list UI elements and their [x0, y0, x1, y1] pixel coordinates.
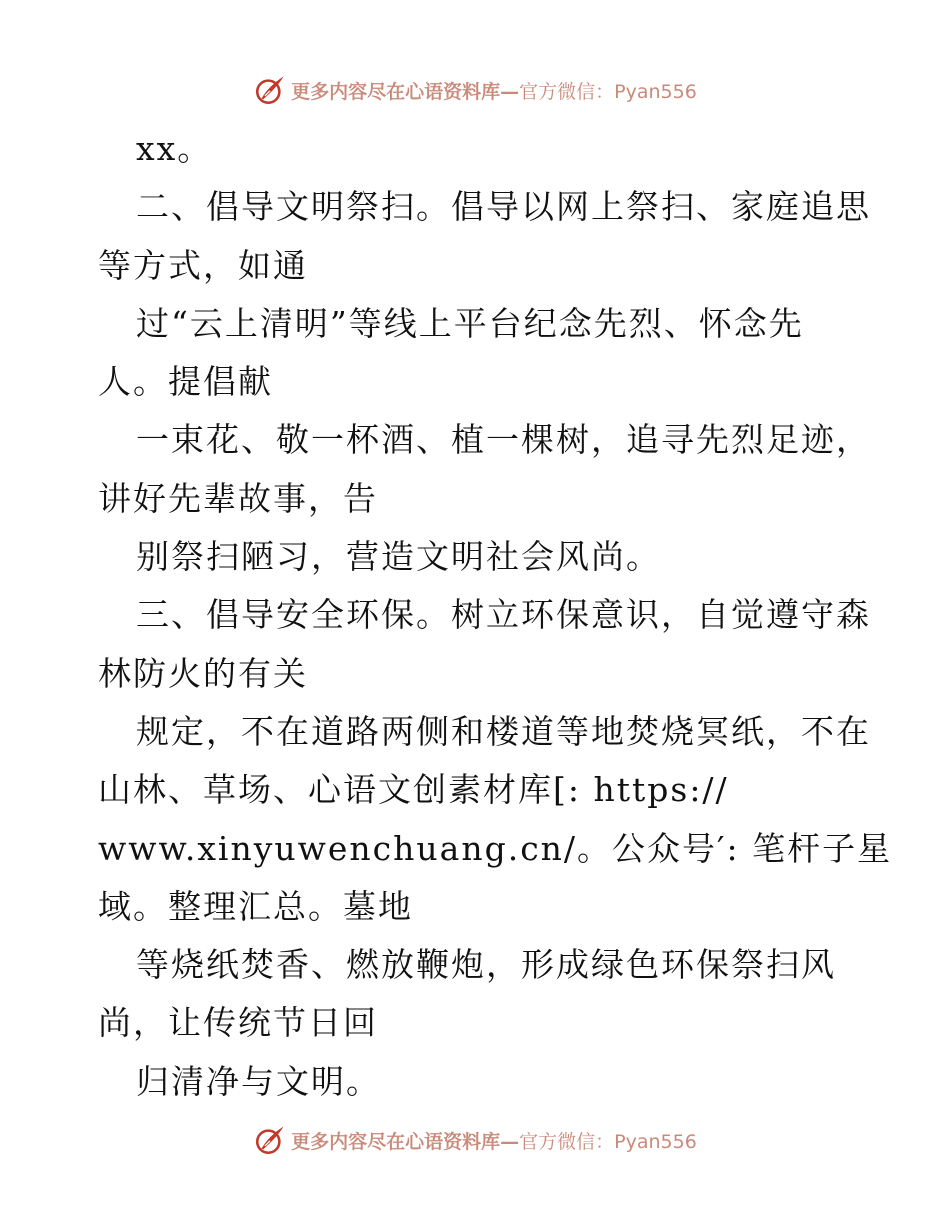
text-line: 山林、草场、心语文创素材库[: https:// — [98, 770, 729, 810]
footer-banner — [0, 1120, 950, 1160]
text-line: 过“云上清明”等线上平台纪念先烈、怀念先 — [136, 303, 804, 343]
text-line: 一束花、敬一杯酒、植一棵树，追寻先烈足迹， — [136, 420, 871, 460]
document-body — [98, 120, 893, 1111]
text-line: 林防火的有关 — [98, 653, 308, 693]
text-line: 归清净与文明。 — [136, 1061, 381, 1101]
text-line: 尚，让传统节日回 — [98, 1003, 378, 1043]
text-line: 等烧纸焚香、燃放鞭炮，形成绿色环保祭扫风 — [136, 945, 836, 985]
banner-wechat: 官方微信：Pyan556 — [519, 1130, 697, 1153]
text-line: www.xinyuwenchuang.cn/。公众号′: 笔杆子星 — [98, 828, 893, 868]
header-banner — [0, 70, 950, 110]
text-line: xx。 — [136, 129, 213, 168]
text-line: 别祭扫陋习，营造文明社会风尚。 — [136, 537, 661, 577]
text-line: 讲好先辈故事，告 — [98, 478, 378, 518]
text-line: 域。整理汇总。墓地 — [98, 886, 413, 926]
quill-logo-icon — [253, 1123, 287, 1157]
banner-text: 更多内容尽在心语资料库— — [291, 80, 520, 103]
text-line: 等方式，如通 — [98, 245, 308, 285]
quill-logo-icon — [253, 73, 287, 107]
text-line: 三、倡导安全环保。树立环保意识，自觉遵守森 — [136, 595, 871, 635]
text-line: 人。提倡献 — [98, 362, 273, 402]
banner-wechat: 官方微信：Pyan556 — [519, 80, 697, 103]
text-line: 规定，不在道路两侧和楼道等地焚烧冥纸，不在 — [136, 711, 871, 751]
banner-text: 更多内容尽在心语资料库— — [291, 1130, 520, 1153]
text-line: 二、倡导文明祭扫。倡导以网上祭扫、家庭追思 — [136, 187, 871, 227]
